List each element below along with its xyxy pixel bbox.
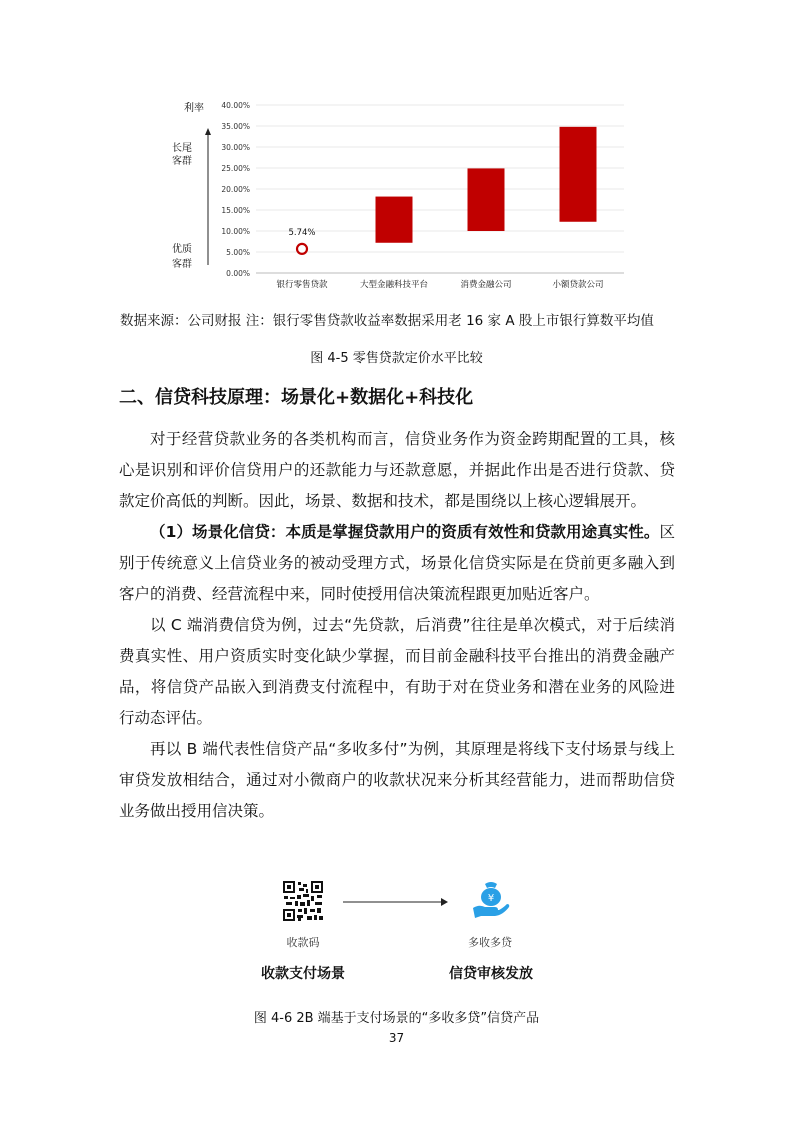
paragraph-1: 对于经营贷款业务的各类机构而言，信贷业务作为资金跨期配置的工具，核心是识别和评价信贷用户的还款能力与还款意愿，并据此作出是否进行贷款、贷款定价高低的判断。因此，场景、数据和技术，都是围绕以上核心逻辑展开。 bbox=[119, 430, 675, 510]
y-tick-label-6: 30.00% bbox=[221, 143, 250, 152]
y-tick-label-4: 20.00% bbox=[221, 185, 250, 194]
x-tick-label-1: 大型金融科技平台 bbox=[359, 280, 429, 290]
figure-4-5-caption: 图 4-5 零售贷款定价水平比较 bbox=[310, 351, 483, 366]
y-tick-label-3: 15.00% bbox=[221, 206, 250, 215]
flow-arrow bbox=[343, 896, 449, 908]
y-tick-label-0: 0.00% bbox=[226, 269, 250, 278]
bar-1 bbox=[376, 197, 413, 243]
x-tick-label-3: 小额贷款公司 bbox=[552, 280, 604, 290]
y-annotation-0-line1: 长尾 bbox=[172, 143, 192, 154]
y-tick-label-8: 40.00% bbox=[221, 101, 250, 110]
point-label-0: 5.74% bbox=[288, 227, 316, 238]
payment-scene-title: 收款支付场景 bbox=[261, 966, 345, 982]
paragraph-2-bold: （1）场景化信贷：本质是掌握贷款用户的资质有效性和贷款用途真实性。 bbox=[150, 523, 660, 541]
x-tick-label-0: 银行零售贷款 bbox=[276, 280, 328, 290]
y-annotation-0-line2: 客群 bbox=[172, 156, 192, 167]
y-axis-label: 利率 bbox=[184, 103, 204, 114]
paragraph-3: 以 C 端消费信贷为例，过去“先贷款，后消费”往往是单次模式，对于后续消费真实性、用户资质实时变化缺少掌握，而目前金融科技平台推出的消费金融产品，将信贷产品嵌入到消费支付流程中，有助于对在贷业务和潜在业务的风险进行动态评估。 bbox=[119, 616, 675, 727]
y-tick-label-5: 25.00% bbox=[221, 164, 250, 173]
y-arrow-head bbox=[205, 128, 211, 135]
loan-approval-title: 信贷审核发放 bbox=[449, 966, 533, 982]
paragraph-2 bbox=[119, 517, 675, 610]
y-annotation-1-line1: 优质 bbox=[172, 244, 192, 255]
loan-label: 多收多贷 bbox=[468, 936, 512, 949]
bar-2 bbox=[468, 168, 505, 231]
qr-label: 收款码 bbox=[286, 936, 320, 949]
section-heading: 二、信贷科技原理：场景化+数据化+科技化 bbox=[119, 387, 474, 408]
source-note: 数据来源：公司财报 注：银行零售贷款收益率数据采用老 16 家 A 股上市银行算数平均值 bbox=[120, 313, 654, 329]
figure-4-6-caption: 图 4-6 2B 端基于支付场景的“多收多贷”信贷产品 bbox=[253, 1011, 540, 1026]
y-tick-label-2: 10.00% bbox=[221, 227, 250, 236]
svg-text:¥: ¥ bbox=[487, 893, 495, 904]
qr-code-icon bbox=[282, 880, 324, 922]
point-0 bbox=[297, 244, 307, 254]
loan-pricing-chart bbox=[160, 95, 640, 295]
y-tick-label-1: 5.00% bbox=[226, 248, 250, 257]
y-annotation-1-line2: 客群 bbox=[172, 259, 192, 270]
x-tick-label-2: 消费金融公司 bbox=[460, 280, 512, 290]
paragraph-2-rest: 区别于传统意义上信贷业务的被动受理方式，场景化信贷实际是在贷前更多融入到客户的消费、经营流程中来，同时使授用信决策流程跟更加贴近客户。 bbox=[119, 523, 675, 603]
body-text bbox=[119, 424, 675, 827]
paragraph-4: 再以 B 端代表性信贷产品“多收多付”为例，其原理是将线下支付场景与线上审贷发放相结合，通过对小微商户的收款状况来分析其经营能力，进而帮助信贷业务做出授用信决策。 bbox=[119, 740, 675, 820]
page-number: 37 bbox=[388, 1031, 405, 1045]
bar-3 bbox=[560, 127, 597, 222]
money-hand-icon bbox=[469, 880, 513, 922]
y-tick-label-7: 35.00% bbox=[221, 122, 250, 131]
